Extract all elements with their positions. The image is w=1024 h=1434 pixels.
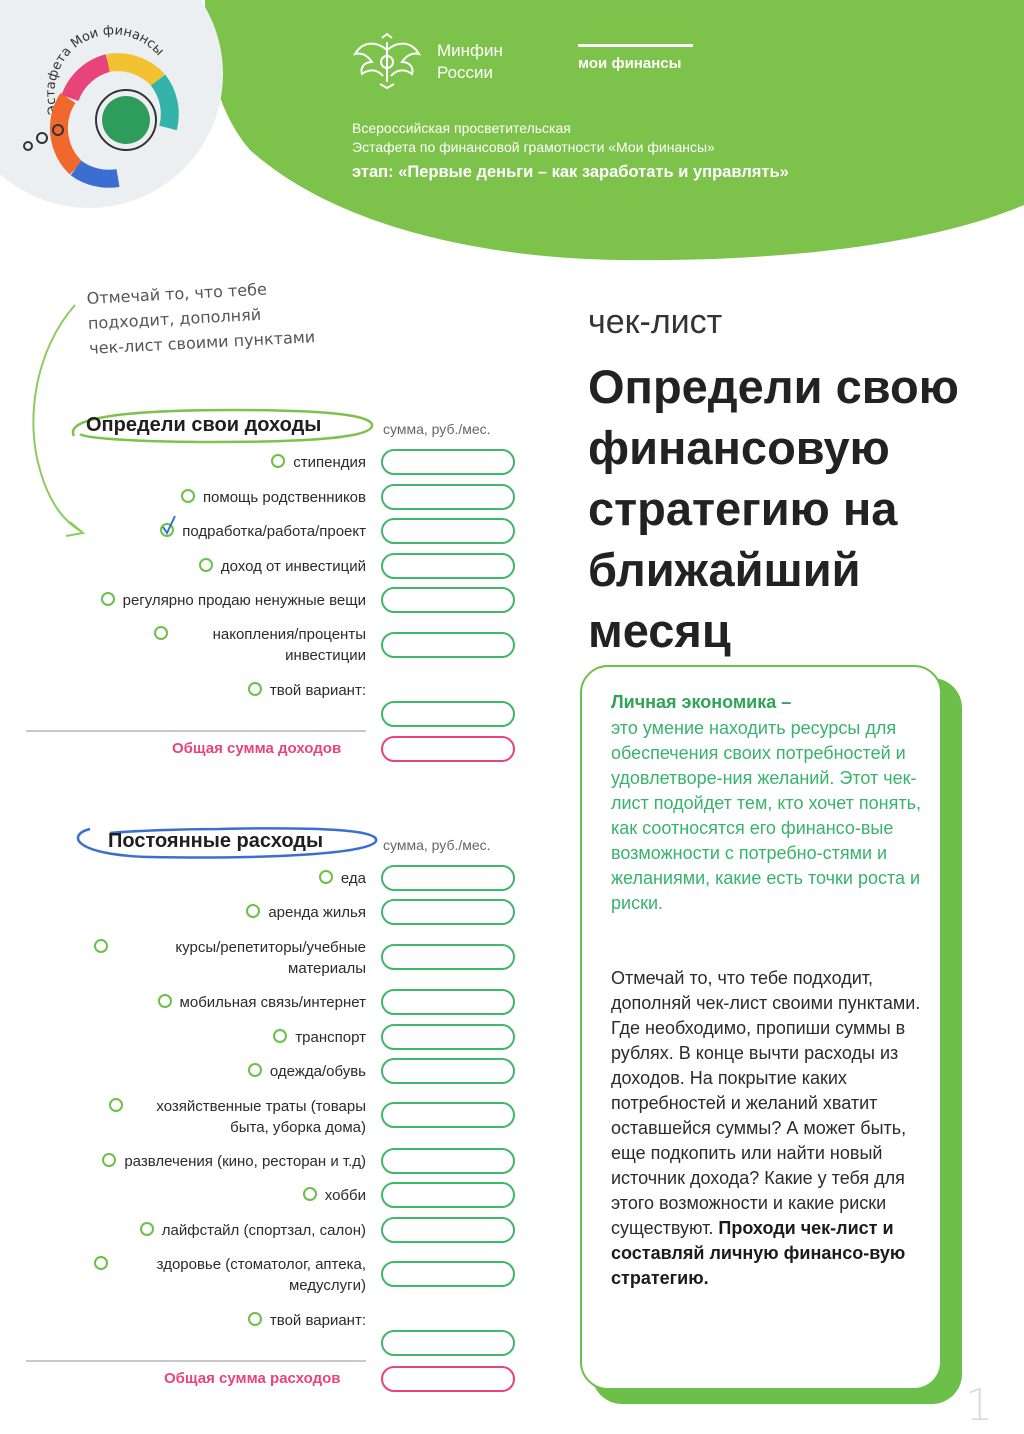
checkbox-icon[interactable] <box>109 1098 123 1112</box>
income-item-4[interactable] <box>20 590 366 611</box>
expense-item-2[interactable] <box>20 937 366 979</box>
income-divider <box>26 730 366 732</box>
instructions-bold: Проходи чек-лист и составляй личную финансо-вую стратегию. <box>611 1218 906 1288</box>
note-line-3: чек-лист своими пунктами <box>88 327 316 358</box>
checkbox-icon[interactable] <box>248 682 262 696</box>
expenses-column-header: сумма, руб./мес. <box>383 837 491 853</box>
income-item-label: твой вариант: <box>269 682 366 699</box>
expense-amount-field-7[interactable] <box>381 1148 515 1174</box>
income-item-label: стипендия <box>293 454 366 471</box>
expense-item-label: хозяйственные траты (товары быта, уборка дома) <box>156 1098 366 1136</box>
expense-item-3[interactable] <box>20 992 366 1013</box>
expense-amount-field-10[interactable] <box>381 1261 515 1287</box>
checkbox-icon[interactable] <box>101 592 115 606</box>
ministry-name <box>437 40 503 84</box>
expense-item-label: мобильная связь/интернет <box>179 994 366 1011</box>
expense-item-0[interactable] <box>20 868 366 889</box>
expense-item-label: здоровье (стоматолог, аптека, медуслуги) <box>156 1256 366 1294</box>
expense-amount-field-8[interactable] <box>381 1182 515 1208</box>
checkbox-icon[interactable] <box>303 1187 317 1201</box>
expense-item-label: еда <box>340 870 366 887</box>
estafeta-line-1: Всероссийская просветительская <box>352 120 571 136</box>
income-item-label: регулярно продаю ненужные вещи <box>122 592 366 609</box>
expense-item-1[interactable] <box>20 902 366 923</box>
income-amount-field-2[interactable] <box>381 518 515 544</box>
income-title: Определи свои доходы <box>86 414 322 436</box>
expense-item-7[interactable] <box>20 1151 366 1172</box>
eagle-emblem-icon <box>350 32 425 90</box>
income-total-field[interactable] <box>381 736 515 762</box>
income-item-label: накопления/проценты инвестиции <box>212 626 366 664</box>
expense-item-9[interactable] <box>20 1220 366 1241</box>
instructions-text: Отмечай то, что тебе подходит, дополняй чек-лист своими пунктами. Где необходимо, пропиши суммы в рублях. В конце вычти расходы из доходов. На покрытие каких потребностей и желаний хватит оставшейся суммы? А может быть, еще подкопить или найти новый источник дохода? Какие у тебя для этого возможности и какие риски существуют. <box>611 968 921 1238</box>
expense-item-label: развлечения (кино, ресторан и т.д) <box>124 1153 366 1170</box>
income-amount-field-4[interactable] <box>381 587 515 613</box>
page-number: 1 <box>965 1380 993 1431</box>
expenses-divider <box>26 1360 366 1362</box>
income-total-label: Общая сумма доходов <box>172 740 342 757</box>
expenses-total-field[interactable] <box>381 1366 515 1392</box>
expense-item-5[interactable] <box>20 1061 366 1082</box>
logo-text: Эстафета Мои финансы <box>43 23 167 117</box>
expense-item-11[interactable] <box>20 1310 366 1331</box>
expense-item-label: курсы/репетиторы/учебные материалы <box>175 939 366 977</box>
expense-item-label: аренда жилья <box>268 904 366 921</box>
estafeta-logo <box>18 18 203 188</box>
income-column-header: сумма, руб./мес. <box>383 421 491 437</box>
info-card-instructions <box>611 966 931 1291</box>
checkbox-icon[interactable] <box>246 904 260 918</box>
note-line-1: Отмечай то, что тебе <box>86 279 268 308</box>
estafeta-line-2: Эстафета по финансовой грамотности «Мои финансы» <box>352 139 715 155</box>
income-item-1[interactable] <box>20 487 366 508</box>
expense-item-label: одежда/обувь <box>269 1063 366 1080</box>
info-card-title: Личная экономика – <box>611 692 792 712</box>
expense-amount-field-9[interactable] <box>381 1217 515 1243</box>
income-item-0[interactable] <box>20 452 366 473</box>
checkbox-icon[interactable] <box>271 454 285 468</box>
checklist-kicker: чек-лист <box>588 303 723 341</box>
header <box>0 0 1024 262</box>
income-item-6[interactable] <box>20 680 366 701</box>
handwritten-note <box>86 272 360 361</box>
expense-amount-field-4[interactable] <box>381 1024 515 1050</box>
note-line-2: подходит, дополняй <box>87 304 262 333</box>
checkbox-icon[interactable] <box>319 870 333 884</box>
expense-item-label: твой вариант: <box>269 1312 366 1329</box>
expense-amount-field-0[interactable] <box>381 865 515 891</box>
ministry-line-1: Минфин <box>437 41 503 60</box>
income-amount-field-6[interactable] <box>381 701 515 727</box>
income-amount-field-5[interactable] <box>381 632 515 658</box>
brand-bar <box>578 44 693 47</box>
expense-amount-field-6[interactable] <box>381 1102 515 1128</box>
checkbox-icon[interactable] <box>140 1222 154 1236</box>
checkbox-checked-icon[interactable] <box>160 523 174 537</box>
checkbox-icon[interactable] <box>199 558 213 572</box>
checkbox-icon[interactable] <box>102 1153 116 1167</box>
income-item-5[interactable] <box>20 624 366 666</box>
expenses-total-label: Общая сумма расходов <box>164 1370 341 1387</box>
income-item-label: доход от инвестиций <box>220 558 366 575</box>
expense-amount-field-11[interactable] <box>381 1330 515 1356</box>
checkbox-icon[interactable] <box>94 939 108 953</box>
checkbox-icon[interactable] <box>248 1063 262 1077</box>
income-amount-field-3[interactable] <box>381 553 515 579</box>
checkbox-icon[interactable] <box>181 489 195 503</box>
expense-amount-field-2[interactable] <box>381 944 515 970</box>
expense-item-label: хобби <box>324 1187 366 1204</box>
checkbox-icon[interactable] <box>94 1256 108 1270</box>
stage-title: этап: «Первые деньги – как заработать и управлять» <box>352 163 789 181</box>
info-card-definition: это умение находить ресурсы для обеспечения своих потребностей и удовлетворе-ния желаний. Этот чек-лист подойдет тем, кто хочет понять, как соотносятся его финансо-вые возможности с потребно-стями и желаниями, какие есть точки роста и риски. <box>611 718 921 913</box>
income-item-label: помощь родственников <box>202 489 366 506</box>
brand-name: мои финансы <box>578 55 682 72</box>
income-amount-field-0[interactable] <box>381 449 515 475</box>
expense-item-6[interactable] <box>20 1096 366 1138</box>
checkbox-icon[interactable] <box>273 1029 287 1043</box>
income-amount-field-1[interactable] <box>381 484 515 510</box>
expenses-title: Постоянные расходы <box>108 830 324 852</box>
checkbox-icon[interactable] <box>158 994 172 1008</box>
checkbox-icon[interactable] <box>154 626 168 640</box>
expense-item-label: транспорт <box>295 1029 366 1046</box>
expense-item-10[interactable] <box>20 1254 366 1296</box>
income-item-3[interactable] <box>20 556 366 577</box>
expense-amount-field-5[interactable] <box>381 1058 515 1084</box>
income-item-label: подработка/работа/проект <box>182 523 366 540</box>
expense-amount-field-3[interactable] <box>381 989 515 1015</box>
ministry-line-2: России <box>437 63 494 82</box>
checkbox-icon[interactable] <box>248 1312 262 1326</box>
page-title: Определи свою финансовую стратегию на ближайший месяц <box>588 360 959 657</box>
expense-amount-field-1[interactable] <box>381 899 515 925</box>
estafeta-description <box>352 119 715 157</box>
expense-item-4[interactable] <box>20 1027 366 1048</box>
income-item-2[interactable] <box>20 521 366 542</box>
expense-item-label: лайфстайл (спортзал, салон) <box>161 1222 366 1239</box>
expense-item-8[interactable] <box>20 1185 366 1206</box>
